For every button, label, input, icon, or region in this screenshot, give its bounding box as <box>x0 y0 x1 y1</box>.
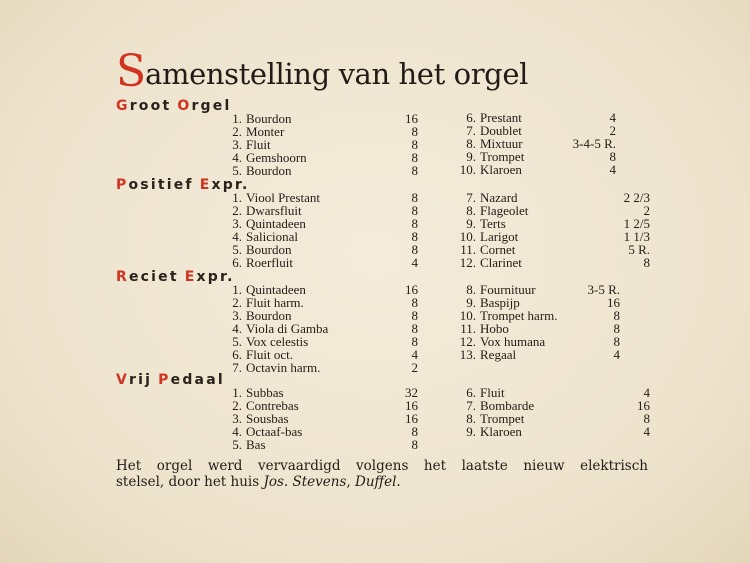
heading-initial: E <box>199 177 212 193</box>
stop-name: Larigot <box>480 229 519 244</box>
stop-name: Octavin harm. <box>246 360 321 375</box>
stop-row <box>0 309 750 322</box>
stop-name: Quintadeen <box>246 282 306 297</box>
heading-rest: rij <box>129 372 153 388</box>
stop-number: 8. <box>466 203 476 218</box>
footer-word: orgel <box>156 458 193 474</box>
stop-name: Fluit harm. <box>246 295 304 310</box>
stop-size: 1 2/5 <box>623 216 650 231</box>
stop-name: Subbas <box>246 385 284 400</box>
stop-size: 32 <box>405 385 418 400</box>
footer-line-2 <box>116 474 648 490</box>
stop-number: 12. <box>459 255 476 270</box>
footer-word: volgens <box>356 458 409 474</box>
stop-row <box>0 412 750 425</box>
stop-number: 3. <box>232 411 242 426</box>
stop-name: Fluit oct. <box>246 347 293 362</box>
stop-number: 8. <box>466 282 476 297</box>
stop-size: 16 <box>405 411 418 426</box>
stop-number: 7. <box>466 190 476 205</box>
heading-rest: xpr. <box>211 177 250 193</box>
stop-row <box>0 124 750 137</box>
stop-name: Fournituur <box>480 282 536 297</box>
stop-size: 8 <box>411 137 418 152</box>
stop-number: 10. <box>459 162 476 177</box>
heading-rest: xpr. <box>196 269 235 285</box>
stop-name: Octaaf-bas <box>246 424 303 439</box>
stop-number: 1. <box>232 111 242 126</box>
title-initial: S <box>116 46 146 97</box>
stop-size: 8 <box>411 242 418 257</box>
stop-name: Viool Prestant <box>246 190 320 205</box>
stop-row <box>0 361 750 374</box>
stop-number: 2. <box>232 295 242 310</box>
stop-number: 9. <box>466 424 476 439</box>
stop-row <box>0 243 750 256</box>
stop-number: 7. <box>466 398 476 413</box>
stop-name: Fluit <box>246 137 271 152</box>
stop-size: 16 <box>405 111 418 126</box>
stop-row <box>0 335 750 348</box>
stop-number: 11. <box>460 242 476 257</box>
stop-size: 8 <box>411 124 418 139</box>
stop-number: 2. <box>232 398 242 413</box>
stop-size: 2 <box>411 360 418 375</box>
footer-maker: Jos. Stevens <box>263 474 347 490</box>
stop-number: 9. <box>466 295 476 310</box>
footer-place: Duffel <box>355 474 397 490</box>
stop-name: Monter <box>246 124 285 139</box>
stop-size: 16 <box>637 398 650 413</box>
stop-row <box>0 256 750 269</box>
stop-size: 4 <box>643 385 650 400</box>
stop-size: 8 <box>411 190 418 205</box>
heading-rest: rgel <box>191 98 232 114</box>
stop-row <box>0 163 750 176</box>
stop-size: 2 2/3 <box>623 190 650 205</box>
stop-size: 8 <box>613 308 620 323</box>
stop-row <box>0 191 750 204</box>
stop-number: 6. <box>466 110 476 125</box>
stop-number: 3. <box>232 137 242 152</box>
stop-size: 8 <box>609 149 616 164</box>
stop-number: 10. <box>459 229 476 244</box>
stop-size: 4 <box>609 110 616 125</box>
stop-size: 16 <box>607 295 620 310</box>
stop-number: 4. <box>232 150 242 165</box>
stop-name: Bas <box>246 437 266 452</box>
stop-size: 1 1/3 <box>623 229 650 244</box>
stop-size: 3-4-5 R. <box>572 136 616 151</box>
stop-row <box>0 399 750 412</box>
stop-name: Clarinet <box>480 255 522 270</box>
stop-name: Klaroen <box>480 162 522 177</box>
stop-name: Bourdon <box>246 242 292 257</box>
footer-word: werd <box>207 458 243 474</box>
stop-number: 9. <box>466 216 476 231</box>
stop-size: 2 <box>609 123 616 138</box>
section-heading <box>116 373 225 387</box>
stop-name: Roerfluit <box>246 255 293 270</box>
stop-name: Trompet harm. <box>480 308 558 323</box>
footer-word: nieuw <box>523 458 565 474</box>
stop-size: 2 <box>643 203 650 218</box>
stop-row <box>0 425 750 438</box>
footer-word: laatste <box>461 458 508 474</box>
stop-size: 8 <box>411 216 418 231</box>
stop-row <box>0 111 750 124</box>
stop-number: 9. <box>466 149 476 164</box>
stop-name: Bourdon <box>246 111 292 126</box>
stop-number: 7. <box>466 123 476 138</box>
stop-name: Fluit <box>480 385 505 400</box>
stop-row <box>0 438 750 451</box>
stop-name: Hobo <box>480 321 509 336</box>
stop-size: 8 <box>411 308 418 323</box>
stop-size: 8 <box>411 150 418 165</box>
title-rest: amenstelling van het orgel <box>145 57 528 91</box>
stop-number: 10. <box>459 308 476 323</box>
stop-name: Nazard <box>480 190 518 205</box>
stop-number: 1. <box>232 282 242 297</box>
stop-row <box>0 348 750 361</box>
stop-size: 4 <box>613 347 620 362</box>
stop-size: 8 <box>411 424 418 439</box>
stop-name: Vox celestis <box>246 334 309 349</box>
stop-name: Prestant <box>480 110 522 125</box>
stop-number: 5. <box>232 437 242 452</box>
stop-size: 16 <box>405 398 418 413</box>
heading-initial: V <box>116 372 130 388</box>
footer-end: . <box>396 474 401 490</box>
stop-name: Mixtuur <box>480 136 523 151</box>
heading-rest: ositief <box>128 177 194 193</box>
stop-name: Regaal <box>480 347 517 362</box>
stop-size: 4 <box>643 424 650 439</box>
stop-size: 4 <box>609 162 616 177</box>
stop-name: Gemshoorn <box>246 150 307 165</box>
stop-name: Flageolet <box>480 203 529 218</box>
stop-name: Vox humana <box>480 334 546 349</box>
stop-name: Cornet <box>480 242 516 257</box>
stop-row <box>0 296 750 309</box>
stop-size: 5 R. <box>628 242 650 257</box>
stop-number: 12. <box>459 334 476 349</box>
stop-number: 4. <box>232 424 242 439</box>
stop-size: 8 <box>411 229 418 244</box>
footer-word: elektrisch <box>580 458 648 474</box>
stop-row <box>0 150 750 163</box>
stop-size: 8 <box>613 334 620 349</box>
stop-name: Bombarde <box>480 398 535 413</box>
stop-size: 8 <box>411 295 418 310</box>
section-heading <box>116 270 235 284</box>
footer-note <box>116 458 648 490</box>
stop-name: Klaroen <box>480 424 522 439</box>
stop-number: 13. <box>459 347 476 362</box>
stop-name: Viola di Gamba <box>246 321 329 336</box>
stop-number: 3. <box>232 216 242 231</box>
stop-size: 8 <box>411 203 418 218</box>
footer-mid: , <box>346 474 355 490</box>
stop-name: Trompet <box>480 411 525 426</box>
stop-number: 6. <box>232 347 242 362</box>
stop-number: 1. <box>232 190 242 205</box>
stop-row <box>0 283 750 296</box>
footer-prefix: stelsel, door het huis <box>116 474 264 490</box>
stop-name: Salicional <box>246 229 298 244</box>
stop-size: 8 <box>613 321 620 336</box>
stop-number: 8. <box>466 136 476 151</box>
stop-name: Sousbas <box>246 411 289 426</box>
stop-number: 6. <box>232 255 242 270</box>
stop-size: 3-5 R. <box>587 282 620 297</box>
stop-number: 1. <box>232 385 242 400</box>
stop-size: 8 <box>411 334 418 349</box>
footer-word: Het <box>116 458 142 474</box>
stop-number: 2. <box>232 124 242 139</box>
stop-size: 4 <box>411 255 418 270</box>
stop-number: 6. <box>466 385 476 400</box>
stop-size: 4 <box>411 347 418 362</box>
footer-word: vervaardigd <box>258 458 341 474</box>
stop-name: Doublet <box>480 123 522 138</box>
page-title <box>116 46 528 97</box>
heading-initial: O <box>177 98 192 114</box>
heading-rest: root <box>129 98 172 114</box>
stop-size: 8 <box>643 411 650 426</box>
heading-initial: G <box>116 98 130 114</box>
stop-name: Baspijp <box>480 295 520 310</box>
stop-name: Bourdon <box>246 163 292 178</box>
stop-size: 8 <box>643 255 650 270</box>
stop-row <box>0 322 750 335</box>
stop-name: Terts <box>480 216 506 231</box>
stop-name: Contrebas <box>246 398 299 413</box>
stop-number: 4. <box>232 321 242 336</box>
stop-number: 2. <box>232 203 242 218</box>
stop-name: Dwarsfluit <box>246 203 302 218</box>
footer-line-1 <box>116 458 648 474</box>
stop-row <box>0 137 750 150</box>
stop-number: 11. <box>460 321 476 336</box>
stop-name: Quintadeen <box>246 216 306 231</box>
stop-number: 5. <box>232 242 242 257</box>
stop-size: 8 <box>411 163 418 178</box>
section-heading <box>116 178 250 192</box>
heading-initial: R <box>116 269 129 285</box>
heading-initial: P <box>158 372 171 388</box>
heading-rest: edaal <box>170 372 225 388</box>
footer-word: het <box>423 458 447 474</box>
heading-initial: P <box>116 177 129 193</box>
stop-number: 5. <box>232 334 242 349</box>
heading-rest: eciet <box>128 269 179 285</box>
stop-name: Trompet <box>480 149 525 164</box>
stop-size: 8 <box>411 437 418 452</box>
stop-number: 4. <box>232 229 242 244</box>
stop-number: 7. <box>232 360 242 375</box>
stop-size: 16 <box>405 282 418 297</box>
stop-number: 8. <box>466 411 476 426</box>
stop-number: 5. <box>232 163 242 178</box>
stop-number: 3. <box>232 308 242 323</box>
heading-initial: E <box>184 269 197 285</box>
stop-size: 8 <box>411 321 418 336</box>
stop-name: Bourdon <box>246 308 292 323</box>
